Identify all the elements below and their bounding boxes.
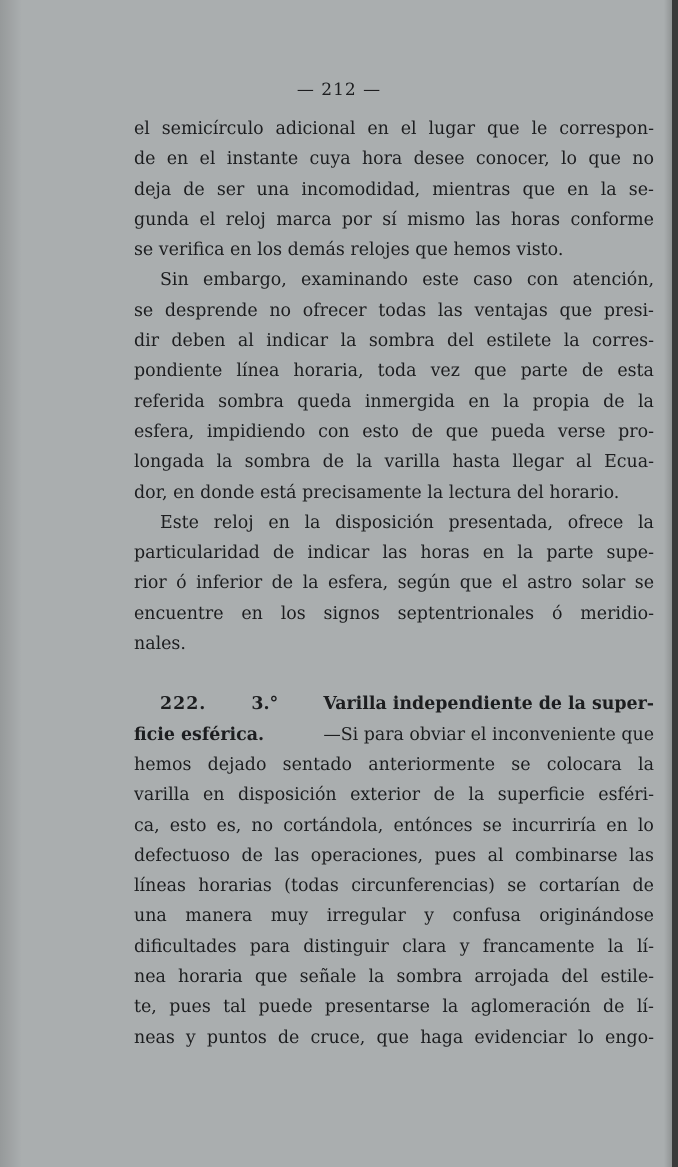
text-line: una manera muy irregular y confusa originándose [134, 906, 654, 927]
section-title-line-2: ficie esférica. [134, 724, 265, 745]
text-line: esfera, impidiendo con esto de que pueda verse pro- [134, 421, 654, 442]
text-line: defectuoso de las operaciones, pues al combinarse las [134, 845, 654, 866]
text-line: pondiente línea horaria, toda vez que parte de esta [134, 361, 654, 382]
section-ordinal: 3.° [251, 694, 279, 715]
text-line: dor, en donde está precisamente la lectura del horario. [134, 482, 620, 503]
text-line: líneas horarias (todas circunferencias) se cortarían de [134, 876, 654, 897]
text-line: nea horaria que señale la sombra arrojada del estile- [134, 967, 654, 988]
text-line: deja de ser una incomodidad, mientras que en la se- [134, 179, 654, 200]
text-line: gunda el reloj marca por sí mismo las horas conforme [134, 209, 654, 230]
page-edge-shadow [672, 0, 678, 1167]
paragraphs [134, 114, 654, 659]
text-line: dificultades para distinguir clara y francamente la lí- [134, 936, 654, 957]
section-number: 222. [160, 694, 207, 715]
text-line: dir deben al indicar la sombra del estilete la corres- [134, 331, 654, 352]
paragraph-2 [134, 265, 654, 507]
text-line: neas y puntos de cruce, que haga evidenciar lo engo- [134, 1027, 654, 1048]
text-line: te, pues tal puede presentarse la aglomeración de lí- [134, 997, 654, 1018]
section-text-line-2-rest: —Si para obviar el inconveniente que [323, 724, 654, 745]
text-line: referida sombra queda inmergida en la propia de la [134, 391, 654, 412]
text-line: rior ó inferior de la esfera, según que el astro solar se [134, 573, 654, 594]
paragraph-1 [134, 114, 654, 265]
body-text [134, 114, 654, 1053]
paragraph-3 [134, 508, 654, 659]
text-line: Sin embargo, examinando este caso con atención, [160, 270, 654, 291]
text-line: se desprende no ofrecer todas las ventajas que presi- [134, 300, 654, 321]
text-line: hemos dejado sentado anteriormente se colocara la [134, 754, 654, 775]
page-number: — 212 — [296, 80, 382, 100]
text-line: particularidad de indicar las horas en la parte supe- [134, 543, 654, 564]
text-line: varilla en disposición exterior de la superficie esféri- [134, 785, 654, 806]
text-line: nales. [134, 634, 186, 655]
section-title-line-1: Varilla independiente de la super- [323, 694, 654, 715]
text-line: encuentre en los signos septentrionales ó meridio- [134, 603, 654, 624]
text-line: longada la sombra de la varilla hasta llegar al Ecua- [134, 452, 654, 473]
section-gap [134, 659, 654, 689]
text-line: el semicírculo adicional en el lugar que le correspon- [134, 119, 654, 139]
text-line: ca, esto es, no cortándola, entónces se incurriría en lo [134, 815, 654, 836]
text-line: se verifica en los demás relojes que hemos visto. [134, 240, 564, 261]
text-line: de en el instante cuya hora desee conocer, lo que no [134, 149, 654, 170]
section-222 [134, 689, 654, 1053]
text-line: Este reloj en la disposición presentada, ofrece la [160, 512, 654, 533]
section-heading-line-1 [134, 689, 654, 719]
section-heading-line-2 [134, 720, 654, 750]
section-text [134, 750, 654, 1053]
